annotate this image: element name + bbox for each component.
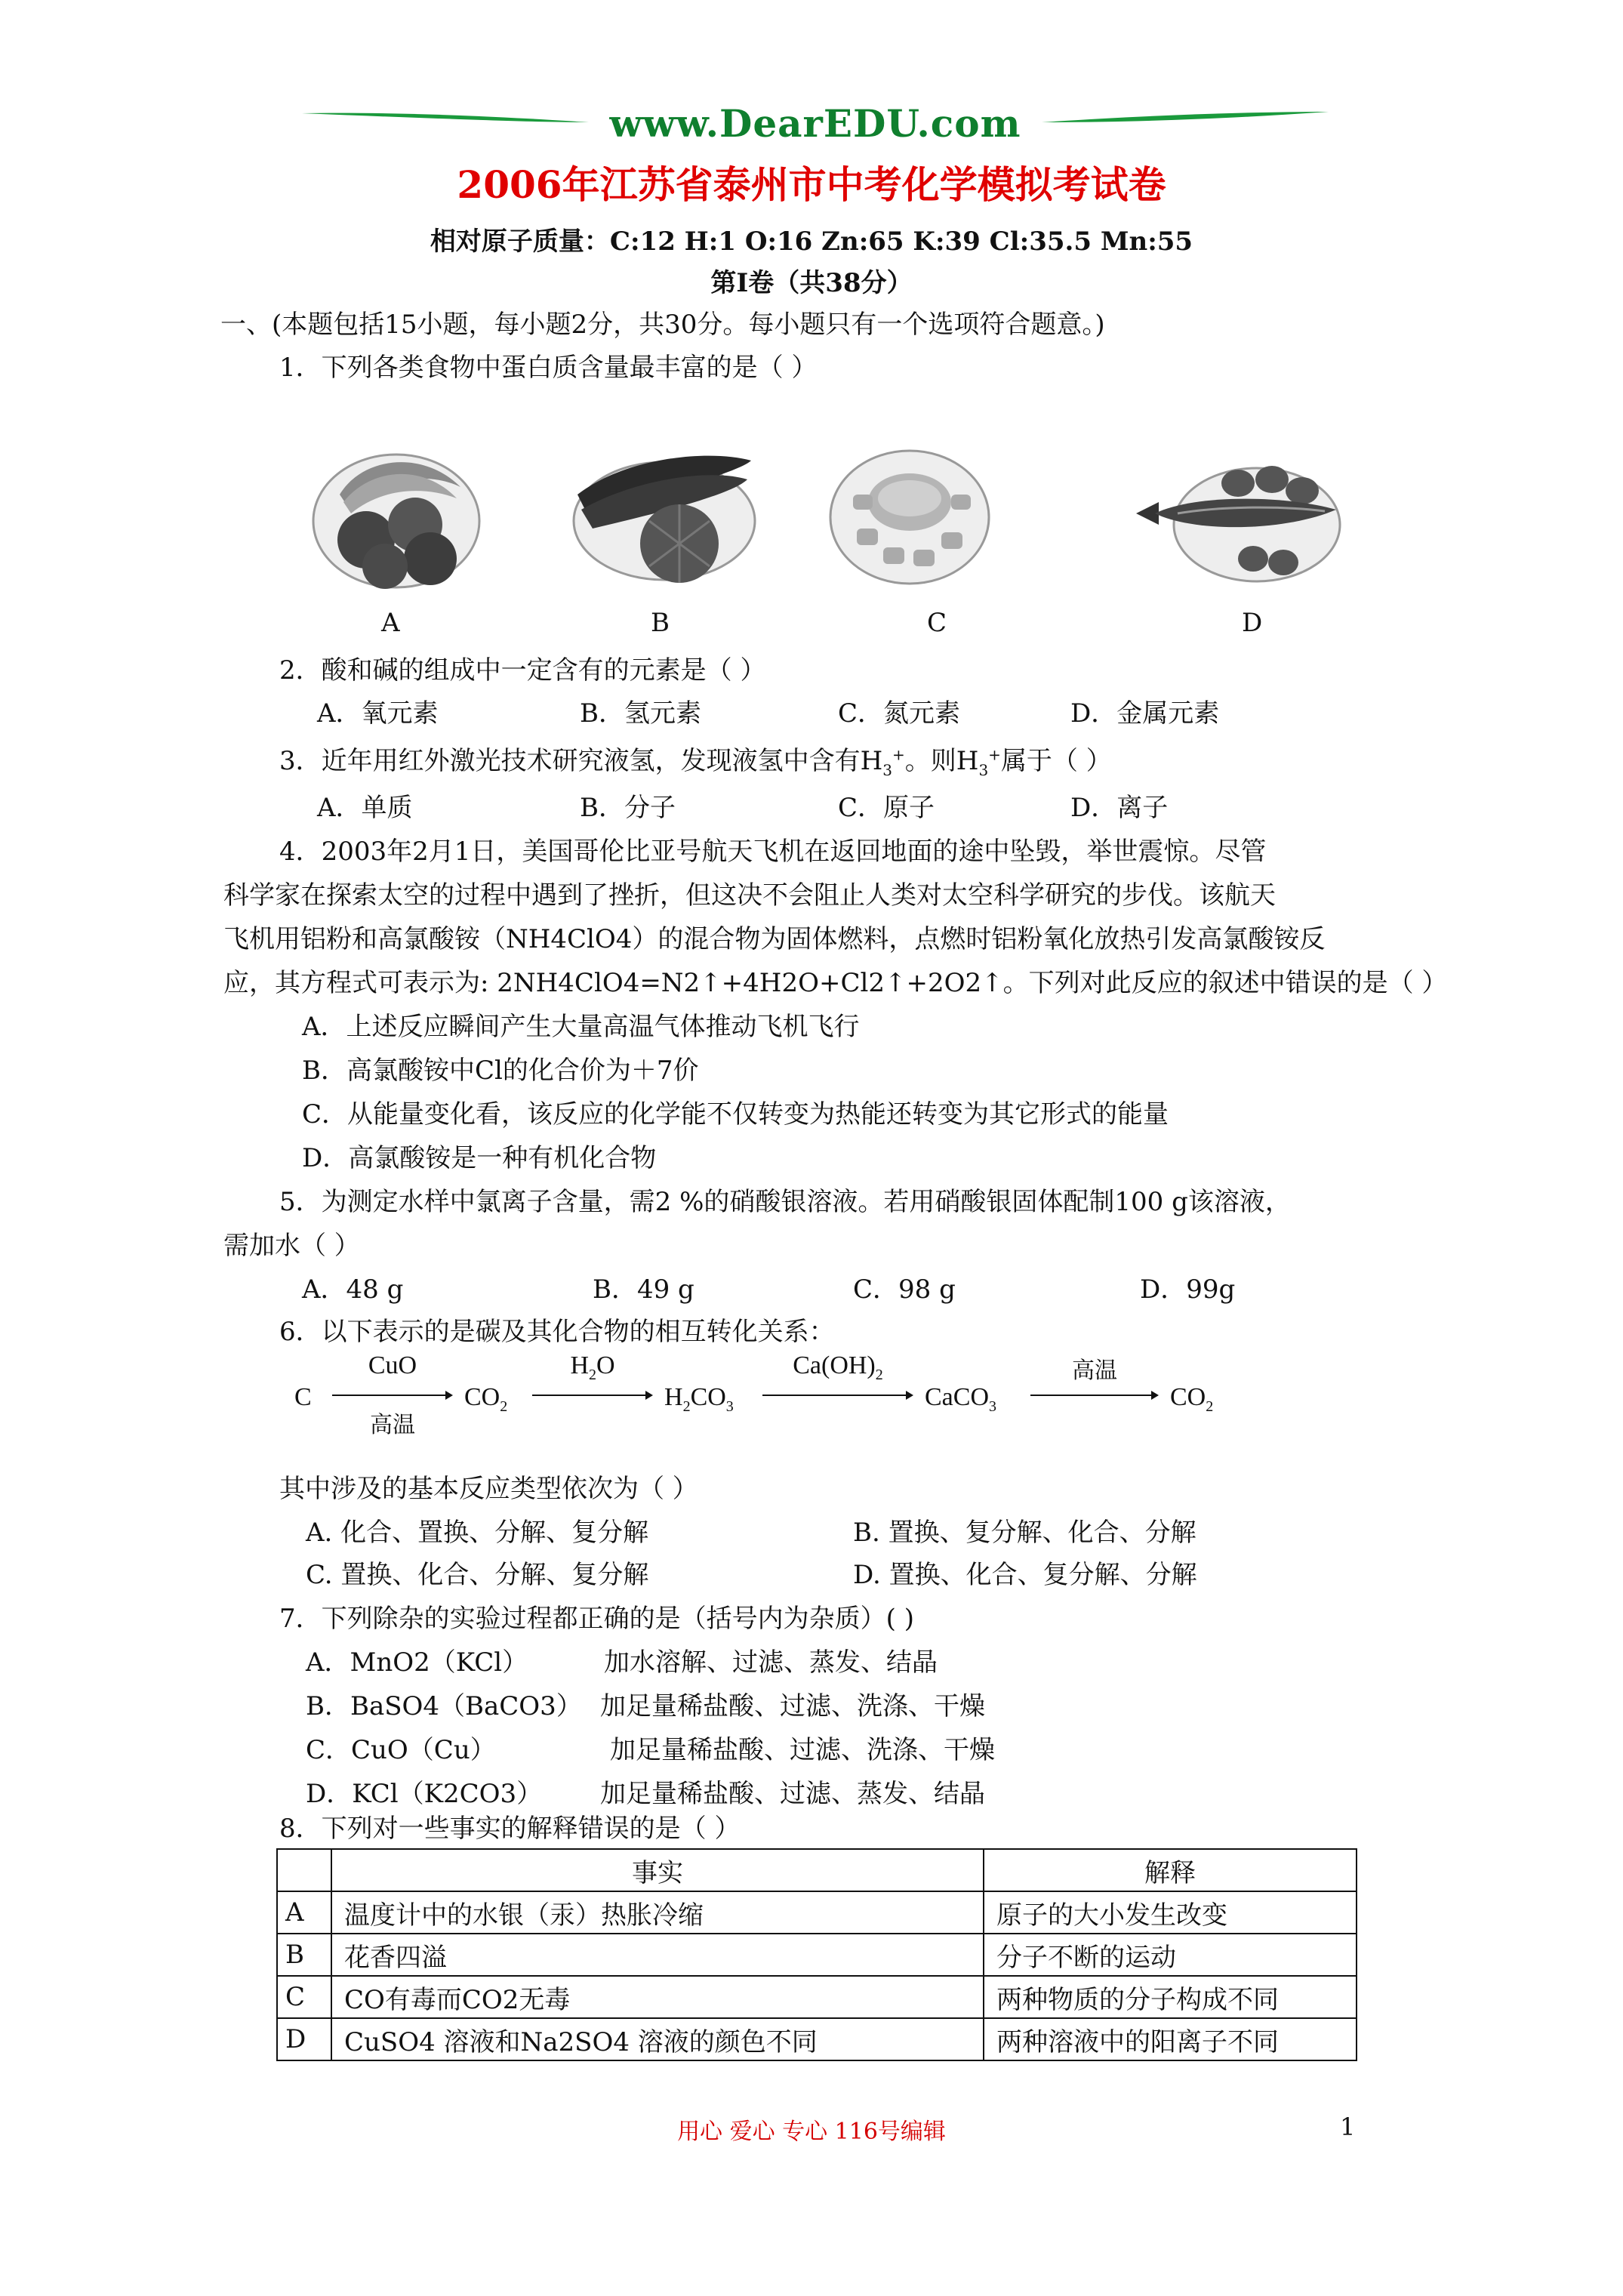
table-cell: 两种溶液中的阳离子不同 xyxy=(984,2018,1357,2060)
q5-line1: 5．为测定水样中氯离子含量，需2 %的硝酸银溶液。若用硝酸银固体配制100 g该溶液， xyxy=(279,1187,1291,1217)
table-row xyxy=(277,2018,1357,2060)
conversion-chain xyxy=(287,1351,1344,1442)
q2-stem: 2．酸和碱的组成中一定含有的元素是（ ） xyxy=(279,655,766,686)
q7-item-a-proc: 加水溶解、过滤、蒸发、结晶 xyxy=(604,1647,938,1678)
table-header-cell xyxy=(277,1849,331,1891)
q7-item-c: C．CuO（Cu） xyxy=(306,1735,496,1765)
arrow2-top: $H_2O$ xyxy=(570,1351,615,1383)
q7-item-a: A．MnO2（KCl） xyxy=(306,1647,528,1678)
q3-option-b: B．分子 xyxy=(580,793,676,823)
bananas-apples-image xyxy=(310,442,483,593)
table-cell: 两种物质的分子构成不同 xyxy=(984,1976,1357,2018)
q4-line2: 科学家在探索太空的过程中遇到了挫折，但这决不会阻止人类对太空科学研究的步伐。该航天 xyxy=(223,880,1276,911)
atomic-masses: 相对原子质量：C:12 H:1 O:16 Zn:65 K:39 Cl:35.5 Mn:55 xyxy=(430,227,1193,257)
arrow1-bottom: 高温 xyxy=(370,1412,415,1438)
arrow4-top: 高温 xyxy=(1072,1358,1117,1384)
q5-option-d: D．99g xyxy=(1140,1274,1236,1305)
q7-item-b: B．BaSO4（BaCO3） xyxy=(306,1691,582,1721)
q7-stem: 7．下列除杂的实验过程都正确的是（括号内为杂质）( ) xyxy=(279,1604,914,1634)
table-cell: CuSO4 溶液和Na2SO4 溶液的颜色不同 xyxy=(331,2018,984,2060)
table-row xyxy=(277,1976,1357,2018)
table-cell: CO有毒而CO2无毒 xyxy=(331,1976,984,2018)
q5-option-b: B．49 g xyxy=(593,1274,694,1305)
q4-line4: 应，其方程式可表示为: 2NH4ClO4=N2↑+4H2O+Cl2↑+2O2↑。下列对此反应的叙述中错误的是（ ） xyxy=(223,968,1448,998)
table-cell: A xyxy=(277,1891,331,1934)
table-cell: 分子不断的运动 xyxy=(984,1934,1357,1976)
q8-stem: 8．下列对一些事实的解释错误的是（ ） xyxy=(279,1814,741,1844)
q4-option-d: D．高氯酸铵是一种有机化合物 xyxy=(302,1143,657,1173)
q7-item-c-proc: 加足量稀盐酸、过滤、洗涤、干燥 xyxy=(610,1735,995,1765)
chain-c: C xyxy=(294,1383,312,1411)
arrow-right-icon xyxy=(532,1388,653,1403)
table-cell: D xyxy=(277,2018,331,2060)
chain-co2: $CO_2$ xyxy=(464,1383,508,1415)
q6-option-a: A. 化合、置换、分解、复分解 xyxy=(306,1518,649,1548)
q4-line1: 4．2003年2月1日，美国哥伦比亚号航天飞机在返回地面的途中坠毁，举世震惊。尽管 xyxy=(279,837,1267,867)
table-cell: C xyxy=(277,1976,331,2018)
q6-option-d: D. 置换、化合、复分解、分解 xyxy=(853,1560,1197,1590)
q2-option-a: A．氧元素 xyxy=(317,698,439,729)
section-instructions: 一、(本题包括15小题，每小题2分，共30分。每小题只有一个选项符合题意。) xyxy=(220,310,1105,340)
q4-option-b: B．高氯酸铵中Cl的化合价为＋7价 xyxy=(302,1056,699,1086)
fish-eggs-image xyxy=(1132,449,1344,589)
q4-option-a: A．上述反应瞬间产生大量高温气体推动飞机飞行 xyxy=(302,1012,860,1042)
arrow-right-icon xyxy=(1030,1388,1159,1403)
chain-caco3: CaCO$_3$ xyxy=(925,1383,996,1415)
q5-line2: 需加水（ ） xyxy=(223,1231,360,1261)
q3-option-d: D．离子 xyxy=(1070,793,1169,823)
q5-option-a: A．48 g xyxy=(302,1274,404,1305)
arrow1-top: CuO xyxy=(368,1351,417,1379)
q2-option-d: D．金属元素 xyxy=(1070,698,1220,729)
table-row xyxy=(277,1934,1357,1976)
page-number: 1 xyxy=(1340,2113,1356,2141)
q2-option-c: C．氮元素 xyxy=(838,698,961,729)
arrow-right-icon xyxy=(762,1388,913,1403)
q3-option-c: C．原子 xyxy=(838,793,935,823)
q1-option-a: A xyxy=(381,608,400,638)
table-row xyxy=(277,1891,1357,1934)
arrow-right-icon xyxy=(332,1388,453,1403)
q7-item-d-proc: 加足量稀盐酸、过滤、蒸发、结晶 xyxy=(600,1779,985,1809)
table-header-row xyxy=(277,1849,1357,1891)
site-banner xyxy=(302,97,1329,157)
q2-option-b: B．氢元素 xyxy=(580,698,701,729)
facts-table xyxy=(276,1848,1357,2061)
q6-stem: 6．以下表示的是碳及其化合物的相互转化关系： xyxy=(279,1317,835,1347)
q5-option-c: C．98 g xyxy=(853,1274,956,1305)
rice-dumplings-image xyxy=(827,445,993,589)
table-cell: 原子的大小发生改变 xyxy=(984,1891,1357,1934)
cucumbers-pumpkin-image xyxy=(566,427,762,585)
q6-option-c: C. 置换、化合、分解、复分解 xyxy=(306,1560,649,1590)
q4-line3: 飞机用铝粉和高氯酸铵（NH4ClO4）的混合物为固体燃料，点燃时铝粉氧化放热引发高氯酸铵反 xyxy=(223,924,1326,954)
table-cell: B xyxy=(277,1934,331,1976)
footer-text: 用心 爱心 专心 116号编辑 xyxy=(677,2119,946,2145)
q1-option-b: B xyxy=(651,608,670,638)
q7-item-b-proc: 加足量稀盐酸、过滤、洗涤、干燥 xyxy=(600,1691,985,1721)
table-header-cell: 解释 xyxy=(984,1849,1357,1891)
q3-stem: 3．近年用红外激光技术研究液氢，发现液氢中含有$H_3^+$。则$H_3^+$属于（ ） xyxy=(279,745,1112,779)
table-cell: 温度计中的水银（汞）热胀冷缩 xyxy=(331,1891,984,1934)
q7-item-d: D．KCl（K2CO3） xyxy=(306,1779,543,1809)
q6-ask: 其中涉及的基本反应类型依次为（ ） xyxy=(279,1474,698,1504)
q1-option-d: D xyxy=(1242,608,1263,638)
chain-h2co3: $H_2CO_3$ xyxy=(664,1383,734,1415)
volume-heading: 第Ⅰ卷（共38分） xyxy=(710,268,913,298)
q1-stem: 1．下列各类食物中蛋白质含量最丰富的是（ ） xyxy=(279,353,818,383)
site-url[interactable]: www.DearEDU.com xyxy=(609,101,1021,146)
q6-option-b: B. 置换、复分解、化合、分解 xyxy=(853,1518,1196,1548)
chain-co2-final: $CO_2$ xyxy=(1170,1383,1214,1415)
q1-option-c: C xyxy=(927,608,947,638)
page-title: 2006年江苏省泰州市中考化学模拟考试卷 xyxy=(457,162,1166,207)
table-cell: 花香四溢 xyxy=(331,1934,984,1976)
q4-option-c: C．从能量变化看，该反应的化学能不仅转变为热能还转变为其它形式的能量 xyxy=(302,1099,1169,1130)
arrow3-top: $Ca(OH)_2$ xyxy=(793,1351,883,1383)
table-header-cell: 事实 xyxy=(331,1849,984,1891)
q3-option-a: A．单质 xyxy=(317,793,413,823)
